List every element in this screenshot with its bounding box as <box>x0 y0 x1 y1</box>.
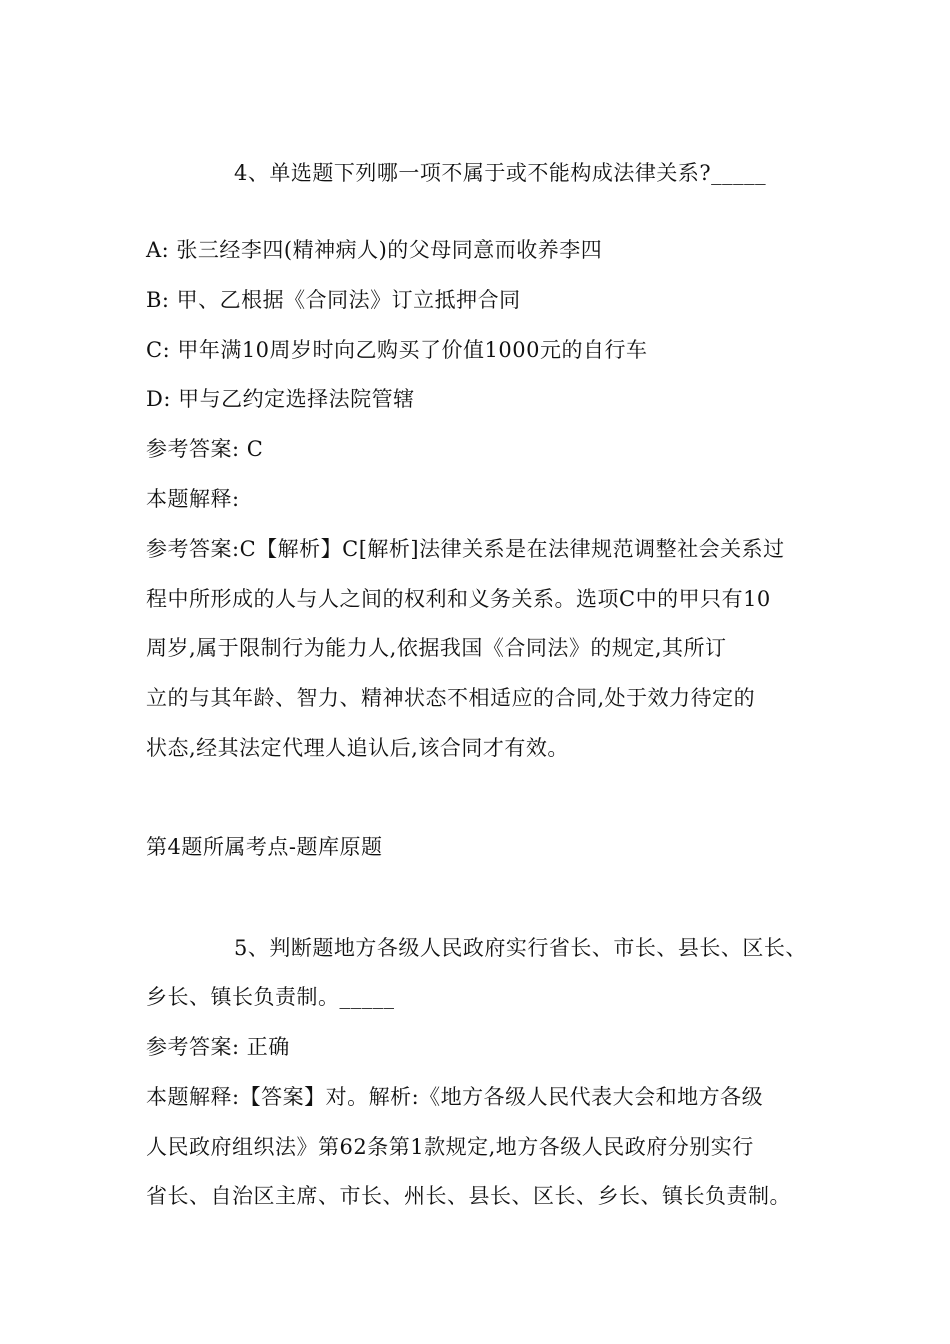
q4-topic: 第4题所属考点-题库原题 <box>146 835 383 859</box>
q4-question: 4、单选题下列哪一项不属于或不能构成法律关系?_____ <box>234 161 767 185</box>
q4-explanation-line: 程中所形成的人与人之间的权利和义务关系。选项C中的甲只有10 <box>146 587 771 611</box>
q5-explanation-line: 人民政府组织法》第62条第1款规定,地方各级人民政府分别实行 <box>146 1135 754 1159</box>
q4-explanation-label: 本题解释: <box>146 487 240 511</box>
q4-option-a: A: 张三经李四(精神病人)的父母同意而收养李四 <box>146 238 603 262</box>
q4-explanation-line: 参考答案:C【解析】C[解析]法律关系是在法律规范调整社会关系过 <box>146 537 785 561</box>
q5-explanation-line: 省长、自治区主席、市长、州长、县长、区长、乡长、镇长负责制。 <box>146 1184 791 1208</box>
q4-explanation-line: 状态,经其法定代理人追认后,该合同才有效。 <box>146 736 569 760</box>
q4-option-b: B: 甲、乙根据《合同法》订立抵押合同 <box>146 288 521 312</box>
q5-explanation-line: 本题解释:【答案】对。解析:《地方各级人民代表大会和地方各级 <box>146 1085 764 1109</box>
q4-answer: 参考答案: C <box>146 437 264 461</box>
q5-answer: 参考答案: 正确 <box>146 1035 290 1059</box>
q4-option-d: D: 甲与乙约定选择法院管辖 <box>146 387 415 411</box>
q5-question-line: 5、判断题地方各级人民政府实行省长、市长、县长、区长、 <box>234 936 807 960</box>
q4-option-c: C: 甲年满10周岁时向乙购买了价值1000元的自行车 <box>146 338 648 362</box>
q4-explanation-line: 立的与其年龄、智力、精神状态不相适应的合同,处于效力待定的 <box>146 686 756 710</box>
q5-question-line: 乡长、镇长负责制。_____ <box>146 985 395 1009</box>
q4-explanation-line: 周岁,属于限制行为能力人,依据我国《合同法》的规定,其所订 <box>146 636 727 660</box>
